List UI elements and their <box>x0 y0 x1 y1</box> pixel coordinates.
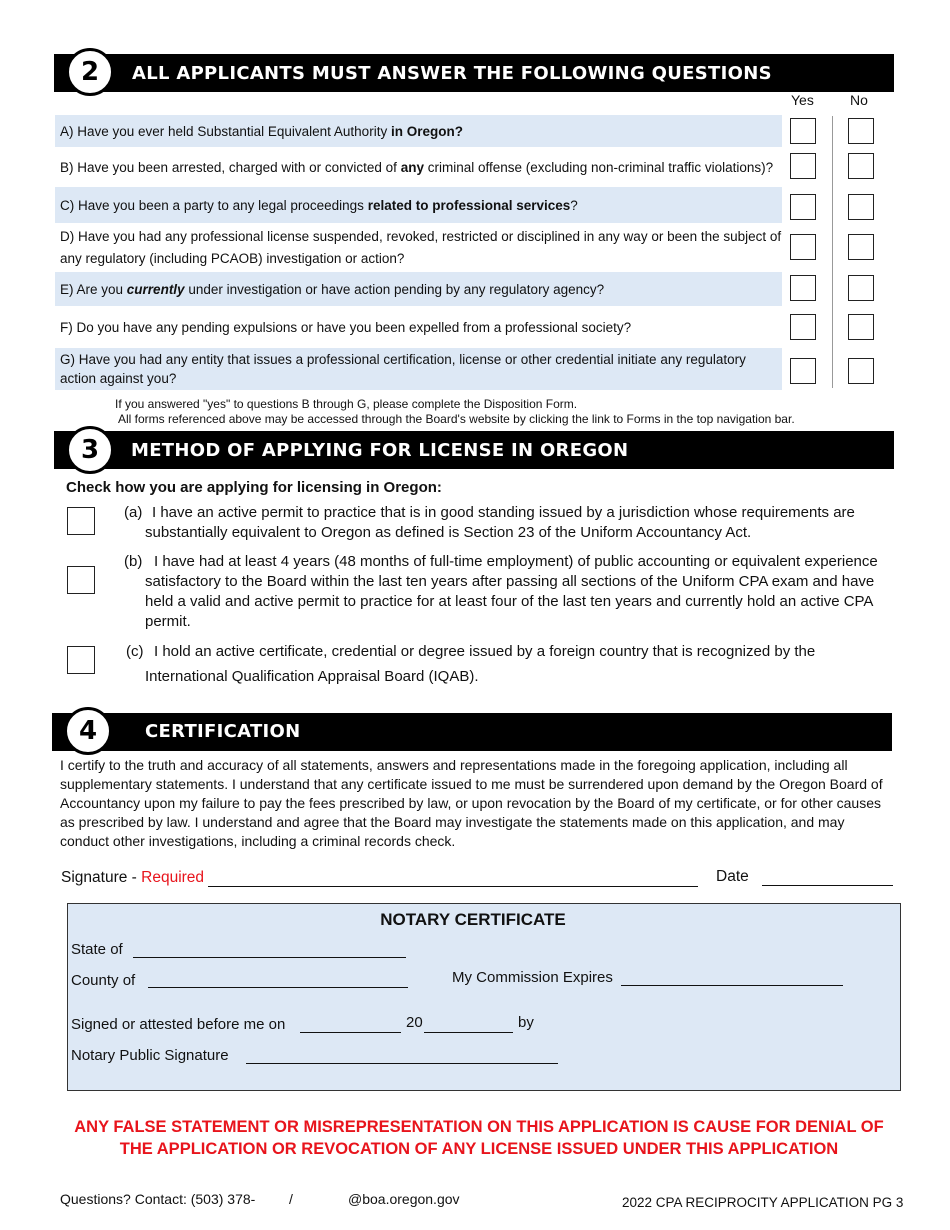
certification-statement: I certify to the truth and accuracy of all statements, answers and representations made in the foregoing application, including all supplementary statements. I understand that any certificate issued to me must be surrendered upon demand by the Oregon Board of Accountancy upon my failure to pay the fees prescribed by law, or upon revocation by the Board of my certificate, or for other causes as prescribed by law. I understand and agree that the Board may investigate the statements made on this application, and may conduct other investigations, including a criminal records check. <box>60 757 883 849</box>
signature-line[interactable] <box>208 886 698 887</box>
date-line[interactable] <box>762 885 893 886</box>
question-e-yes-checkbox[interactable] <box>790 275 816 301</box>
question-f: F) Do you have any pending expulsions or have you been expelled from a professional society? <box>60 319 632 335</box>
county-label: County of <box>71 972 136 989</box>
question-e-no-checkbox[interactable] <box>848 275 874 301</box>
option-b-text-line2: satisfactory to the Board within the last ten years after passing all sections of the Uniform CPA exam and have <box>145 573 875 590</box>
section-4-title: CERTIFICATION <box>145 721 301 742</box>
question-d-no-checkbox[interactable] <box>848 234 874 260</box>
question-g-no-checkbox[interactable] <box>848 358 874 384</box>
commission-expires-label: My Commission Expires <box>452 969 613 986</box>
option-a-label: (a) <box>124 504 143 521</box>
yes-no-divider <box>832 116 833 388</box>
footer-email[interactable]: @boa.oregon.gov <box>348 1191 460 1207</box>
option-a-text-line1: I have an active permit to practice that is in good standing issued by a jurisdiction whose requirements are <box>152 504 855 521</box>
footer-page-label: 2022 CPA RECIPROCITY APPLICATION PG 3 <box>622 1195 904 1210</box>
question-b-no-checkbox[interactable] <box>848 153 874 179</box>
question-a-yes-checkbox[interactable] <box>790 118 816 144</box>
notary-certificate-box <box>67 903 901 1091</box>
question-g-yes-checkbox[interactable] <box>790 358 816 384</box>
question-c-no-checkbox[interactable] <box>848 194 874 220</box>
notary-signature-line[interactable] <box>246 1063 558 1064</box>
yes-column-header: Yes <box>791 92 814 108</box>
year-line[interactable] <box>424 1032 513 1033</box>
option-c-label: (c) <box>126 643 144 660</box>
question-e: E) Are you currently under investigation or have action pending by any regulatory agency? <box>55 272 782 306</box>
signature-label: Signature - Required <box>61 869 205 886</box>
option-b-checkbox[interactable] <box>67 566 95 594</box>
disposition-note: If you answered "yes" to questions B through G, please complete the Disposition Form. <box>115 397 578 411</box>
false-statement-warning-line1: ANY FALSE STATEMENT OR MISREPRESENTATION ON THIS APPLICATION IS CAUSE FOR DENIAL OF <box>74 1118 884 1136</box>
signed-before-label: Signed or attested before me on <box>71 1016 286 1033</box>
year-prefix: 20 <box>406 1014 423 1031</box>
notary-signature-label: Notary Public Signature <box>71 1047 229 1064</box>
section-2-title: ALL APPLICANTS MUST ANSWER THE FOLLOWING QUESTIONS <box>132 63 772 84</box>
section-4-number: 4 <box>64 707 112 755</box>
option-a-checkbox[interactable] <box>67 507 95 535</box>
question-f-yes-checkbox[interactable] <box>790 314 816 340</box>
question-g: G) Have you had any entity that issues a professional certification, license or other credential initiate any regulatory action against you? <box>55 348 782 390</box>
option-c-checkbox[interactable] <box>67 646 95 674</box>
method-instruction: Check how you are applying for licensing in Oregon: <box>66 479 442 496</box>
false-statement-warning-line2: THE APPLICATION OR REVOCATION OF ANY LICENSE ISSUED UNDER THIS APPLICATION <box>119 1140 839 1158</box>
option-c-text-line2: International Qualification Appraisal Board (IQAB). <box>145 668 479 685</box>
question-a: A) Have you ever held Substantial Equivalent Authority in Oregon? <box>55 115 782 147</box>
question-d: D) Have you had any professional license suspended, revoked, restricted or disciplined in any way or been the subject of any regulatory (including PCAOB) investigation or action? <box>60 229 782 266</box>
signed-date-line[interactable] <box>300 1032 401 1033</box>
option-b-text-line4: permit. <box>145 613 191 630</box>
county-line[interactable] <box>148 987 408 988</box>
option-b-text-line1: I have had at least 4 years (48 months of full-time employment) of public accounting or equivalent experience <box>154 553 878 570</box>
commission-expires-line[interactable] <box>621 985 843 986</box>
question-d-yes-checkbox[interactable] <box>790 234 816 260</box>
state-label: State of <box>71 941 123 958</box>
question-b-yes-checkbox[interactable] <box>790 153 816 179</box>
required-label: Required <box>141 869 205 886</box>
no-column-header: No <box>850 92 868 108</box>
footer-slash: / <box>289 1191 293 1207</box>
by-label: by <box>518 1014 534 1031</box>
section-3-title: METHOD OF APPLYING FOR LICENSE IN OREGON <box>131 440 629 461</box>
option-c-text-line1: I hold an active certificate, credential or degree issued by a foreign country that is recognized by the <box>154 643 816 660</box>
question-c-yes-checkbox[interactable] <box>790 194 816 220</box>
option-a-text-line2: substantially equivalent to Oregon as defined is Section 23 of the Uniform Accountancy Act. <box>145 524 752 541</box>
section-2-number: 2 <box>66 48 114 96</box>
question-c: C) Have you been a party to any legal proceedings related to professional services? <box>55 187 782 223</box>
option-b-label: (b) <box>124 553 143 570</box>
option-b-text-line3: held a valid and active permit to practice for at least four of the last ten years and currently hold an active CPA <box>145 593 874 610</box>
state-line[interactable] <box>133 957 406 958</box>
question-f-no-checkbox[interactable] <box>848 314 874 340</box>
footer-contact: Questions? Contact: (503) 378- <box>60 1191 256 1207</box>
question-b: B) Have you been arrested, charged with or convicted of any criminal offense (excluding non-criminal traffic violations)? <box>60 159 774 175</box>
date-label: Date <box>716 868 749 885</box>
question-a-no-checkbox[interactable] <box>848 118 874 144</box>
notary-title: NOTARY CERTIFICATE <box>380 910 566 929</box>
section-3-number: 3 <box>66 426 114 474</box>
forms-note: All forms referenced above may be accessed through the Board's website by clicking the link to Forms in the top navigation bar. <box>118 412 795 426</box>
